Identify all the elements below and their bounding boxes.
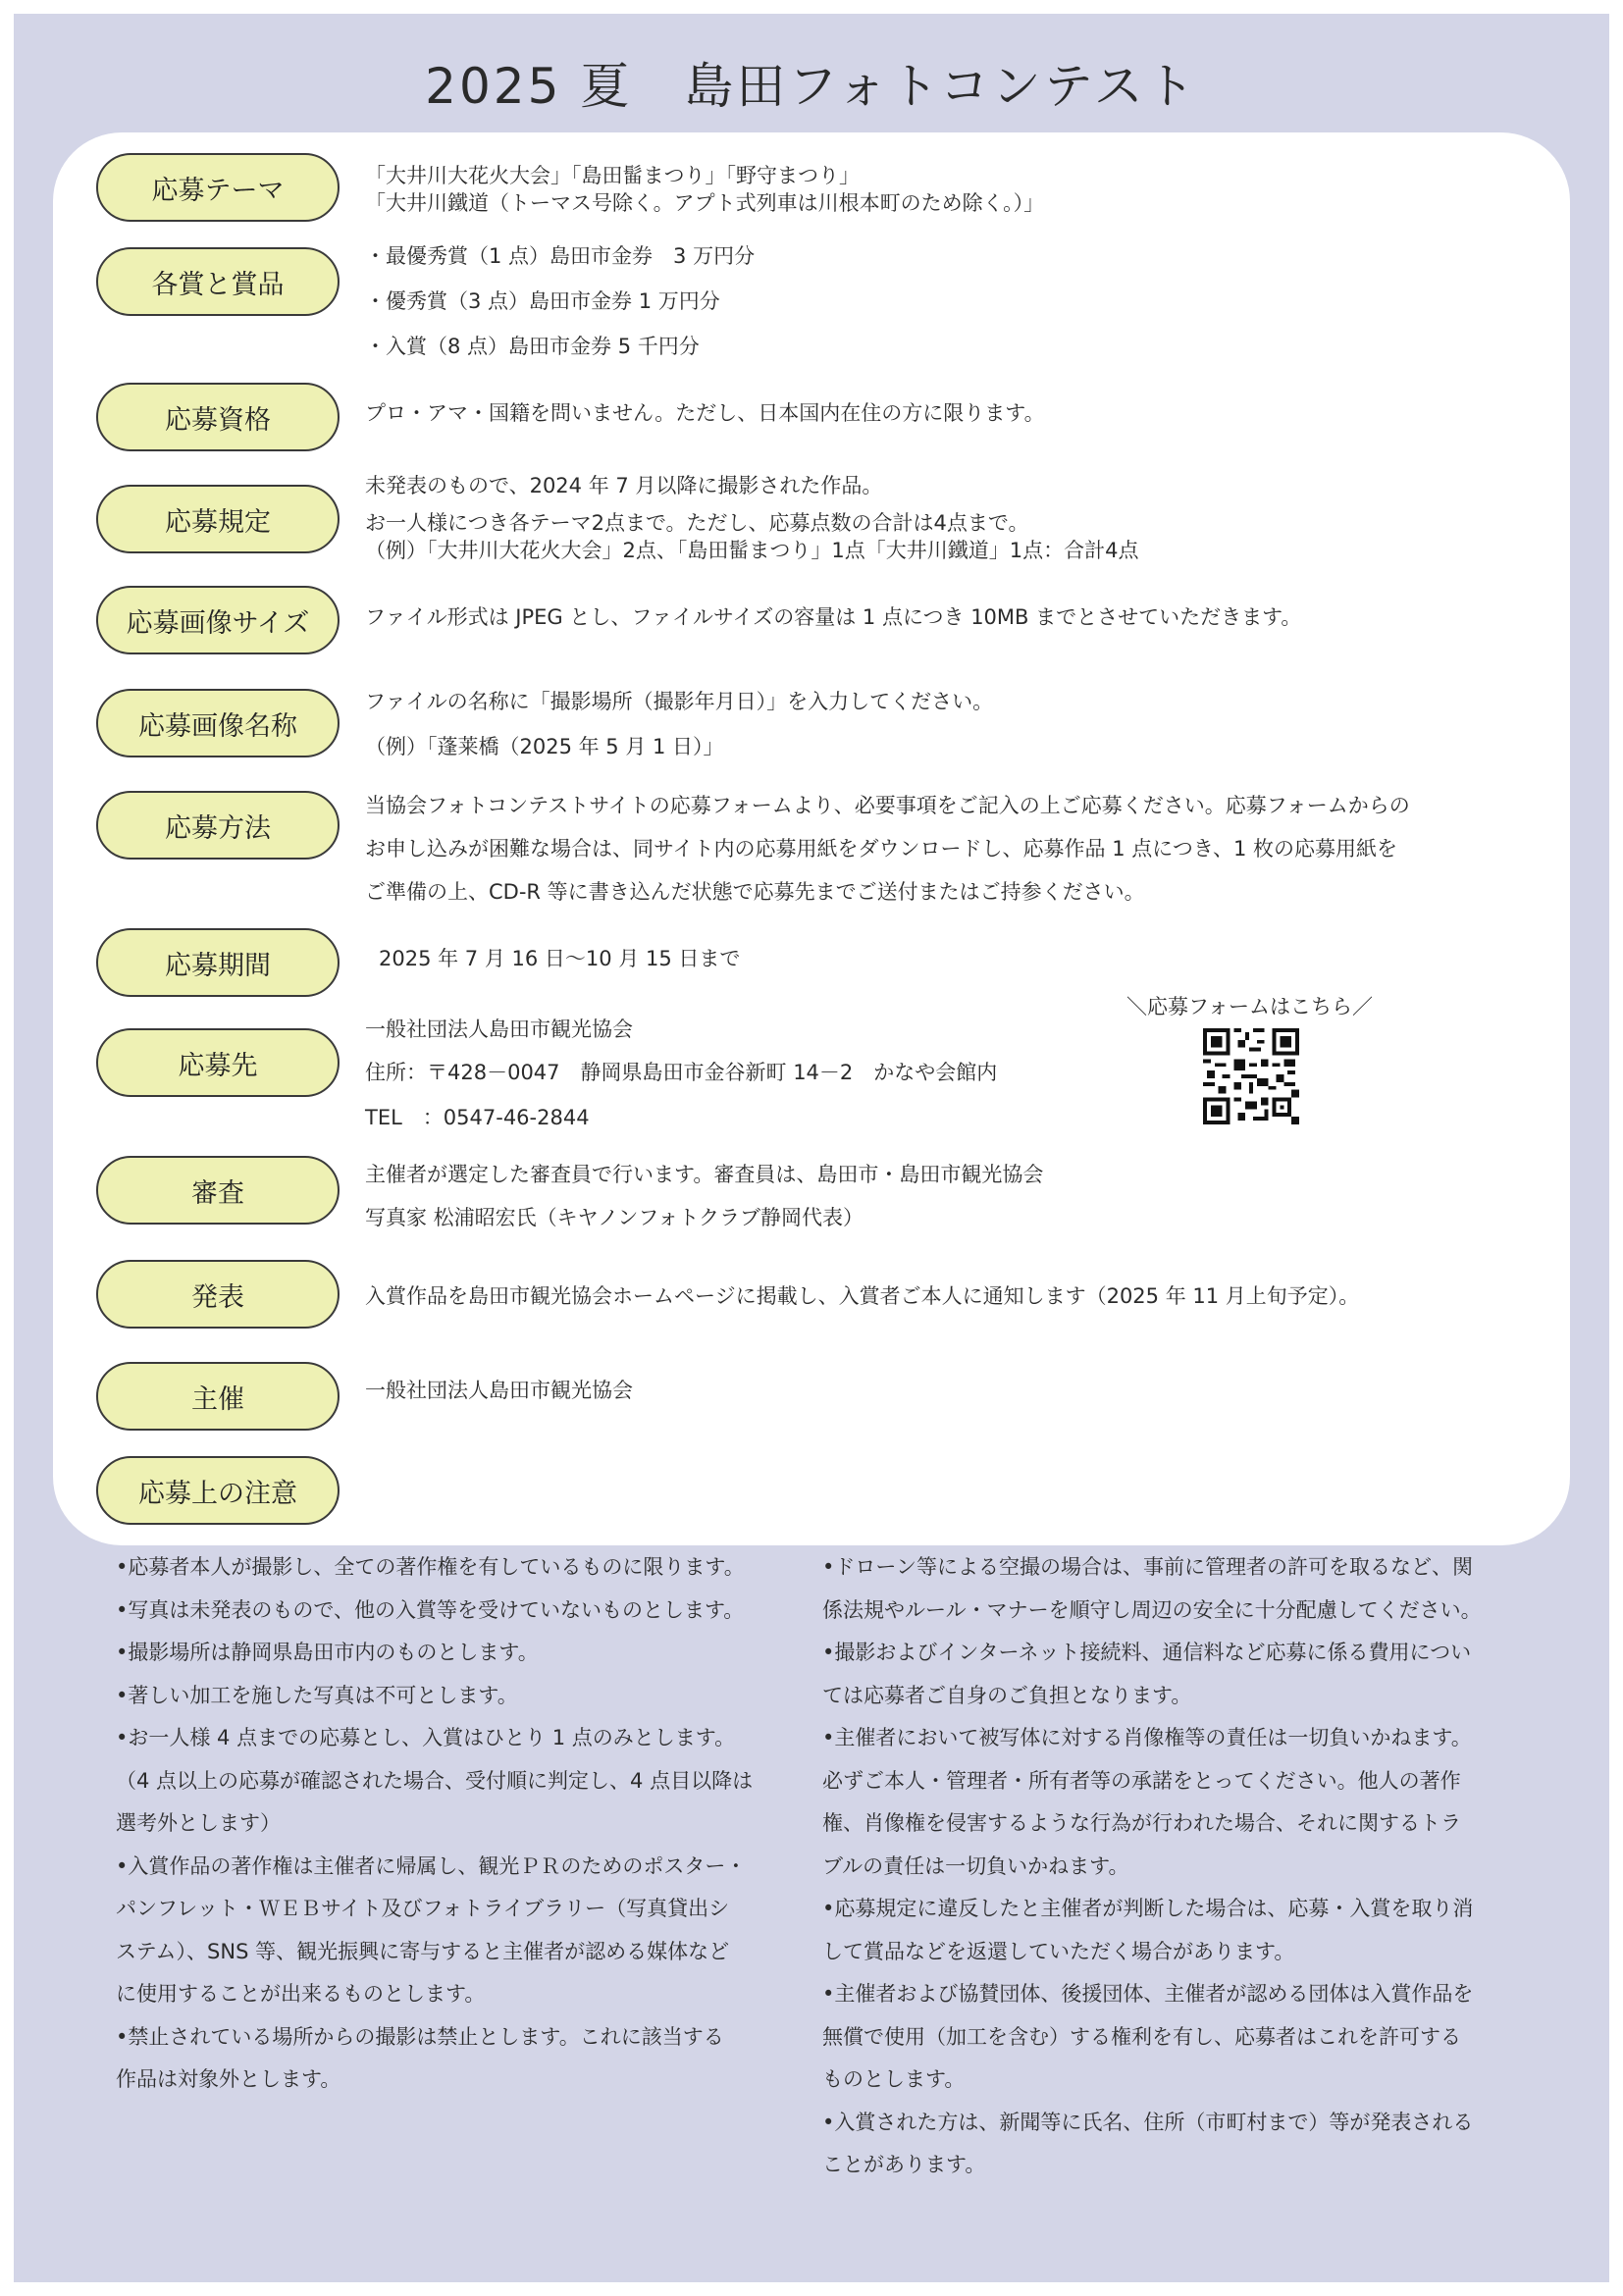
prize-line: ・最優秀賞（1 点）島田市金券 3 万円分 — [365, 244, 756, 268]
note-line: •撮影場所は静岡県島田市内のものとします。 — [116, 1641, 539, 1664]
rules-line: 未発表のもので、2024 年 7 月以降に撮影された作品。 — [365, 474, 883, 497]
note-line: ては応募者ご自身のご負担となります。 — [822, 1683, 1192, 1707]
organizer-line: 一般社団法人島田市観光協会 — [365, 1379, 633, 1402]
note-line: •応募者本人が撮影し、全ての著作権を有しているものに限ります。 — [116, 1555, 745, 1579]
image-size-line: ファイル形式は JPEG とし、ファイルサイズの容量は 1 点につき 10MB までとさせていただきます。 — [365, 605, 1302, 629]
qr-code-icon[interactable] — [1203, 1028, 1299, 1124]
note-line: パンフレット・ＷＥＢサイト及びフォトライブラリー（写真貸出シ — [116, 1897, 730, 1920]
qr-caption: ＼応募フォームはこちら／ — [1126, 995, 1373, 1018]
note-line: 必ずご本人・管理者・所有者等の承諾をとってください。他人の著作 — [822, 1768, 1461, 1793]
note-line: •著しい加工を施した写真は不可とします。 — [116, 1683, 518, 1707]
page-title: 2025 夏 島田フォトコンテスト — [425, 58, 1198, 115]
note-line: 選考外とします） — [116, 1811, 281, 1835]
note-line: •お一人様 4 点までの応募とし、入賞はひとり 1 点のみとします。 — [116, 1726, 736, 1749]
label-theme: 応募テーマ — [96, 153, 340, 222]
destination-line: 一般社団法人島田市観光協会 — [365, 1018, 633, 1041]
note-line: •主催者において被写体に対する肖像権等の責任は一切負いかねます。 — [822, 1726, 1472, 1749]
judging-line: 写真家 松浦昭宏氏（キヤノンフォトクラブ静岡代表） — [365, 1206, 864, 1229]
destination-line: 住所：〒428－0047 静岡県島田市金谷新町 14－2 かなや会館内 — [365, 1061, 998, 1084]
note-line: •主催者および協賛団体、後援団体、主催者が認める団体は入賞作品を — [822, 1982, 1474, 2006]
label-judging: 審査 — [96, 1156, 340, 1225]
note-line: して賞品などを返還していただく場合があります。 — [822, 1939, 1295, 1963]
image-name-line: （例）「蓬莱橋（2025 年 5 月 1 日）」 — [365, 735, 724, 758]
label-rules: 応募規定 — [96, 485, 340, 553]
note-line: （4 点以上の応募が確認された場合、受付順に判定し、4 点目以降は — [116, 1768, 754, 1793]
label-image-name: 応募画像名称 — [96, 689, 340, 757]
period-line: 2025 年 7 月 16 日～10 月 15 日まで — [379, 947, 741, 970]
note-line: •応募規定に違反したと主催者が判断した場合は、応募・入賞を取り消 — [822, 1897, 1474, 1920]
label-organizer: 主催 — [96, 1362, 340, 1431]
label-destination: 応募先 — [96, 1028, 340, 1097]
note-line: に使用することが出来るものとします。 — [116, 1982, 486, 2006]
method-line: お申し込みが困難な場合は、同サイト内の応募用紙をダウンロードし、応募作品 1 点につき、1 枚の応募用紙を — [365, 837, 1398, 861]
note-line: •ドローン等による空撮の場合は、事前に管理者の許可を取るなど、関 — [822, 1555, 1473, 1579]
note-line: ものとします。 — [822, 2067, 966, 2091]
notes-left-column — [116, 1546, 803, 2102]
announcement-line: 入賞作品を島田市観光協会ホームページに掲載し、入賞者ご本人に通知します（2025 年 11 月上旬予定）。 — [365, 1284, 1360, 1308]
label-announcement: 発表 — [96, 1260, 340, 1329]
note-line: •禁止されている場所からの撮影は禁止とします。これに該当する — [116, 2024, 724, 2049]
label-eligibility: 応募資格 — [96, 383, 340, 451]
note-line: ことがあります。 — [822, 2153, 986, 2176]
eligibility-line: プロ・アマ・国籍を問いません。ただし、日本国内在住の方に限ります。 — [365, 401, 1045, 425]
label-image-size: 応募画像サイズ — [96, 586, 340, 654]
note-line: •撮影およびインターネット接続料、通信料など応募に係る費用につい — [822, 1641, 1472, 1664]
method-line: ご準備の上、CD-R 等に書き込んだ状態で応募先までご送付またはご持参ください。 — [365, 880, 1145, 904]
note-line: ステム）、SNS 等、観光振興に寄与すると主催者が認める媒体など — [116, 1939, 730, 1963]
label-prizes: 各賞と賞品 — [96, 247, 340, 316]
prize-line: ・優秀賞（3 点）島田市金券 1 万円分 — [365, 289, 720, 313]
note-line: 作品は対象外とします。 — [116, 2067, 341, 2091]
label-period: 応募期間 — [96, 928, 340, 997]
rules-line: お一人様につき各テーマ2点まで。ただし、応募点数の合計は4点まで。 — [365, 511, 1029, 535]
theme-line: 「大井川大花火大会」「島田髷まつり」「野守まつり」 — [365, 164, 860, 187]
note-line: 係法規やルール・マナーを順守し周辺の安全に十分配慮してください。 — [822, 1597, 1482, 1622]
prize-line: ・入賞（8 点）島田市金券 5 千円分 — [365, 335, 700, 358]
note-line: •入賞された方は、新聞等に氏名、住所（市町村まで）等が発表される — [822, 2110, 1474, 2134]
judging-line: 主催者が選定した審査員で行います。審査員は、島田市・島田市観光協会 — [365, 1163, 1044, 1186]
note-line: 無償で使用（加工を含む）する権利を有し、応募者はこれを許可する — [822, 2024, 1461, 2049]
label-notes: 応募上の注意 — [96, 1456, 340, 1525]
note-line: •入賞作品の著作権は主催者に帰属し、観光ＰＲのためのポスター・ — [116, 1853, 747, 1878]
rules-line: （例）「大井川大花火大会」2点、「島田髷まつり」1点「大井川鐵道」1点：合計4点 — [365, 539, 1139, 562]
note-line: ブルの責任は一切負いかねます。 — [822, 1853, 1129, 1878]
image-name-line: ファイルの名称に「撮影場所（撮影年月日）」を入力してください。 — [365, 690, 994, 713]
notes-right-column — [822, 1546, 1548, 2187]
destination-line: TEL ：0547-46-2844 — [365, 1106, 590, 1129]
note-line: 権、肖像権を侵害するような行為が行われた場合、それに関するトラ — [822, 1811, 1461, 1835]
method-line: 当協会フォトコンテストサイトの応募フォームより、必要事項をご記入の上ご応募ください。応募フォームからの — [365, 794, 1410, 817]
theme-line: 「大井川鐵道（トーマス号除く。アプト式列車は川根本町のため除く。）」 — [365, 191, 1045, 215]
label-method: 応募方法 — [96, 791, 340, 860]
note-line: •写真は未発表のもので、他の入賞等を受けていないものとします。 — [116, 1597, 745, 1622]
